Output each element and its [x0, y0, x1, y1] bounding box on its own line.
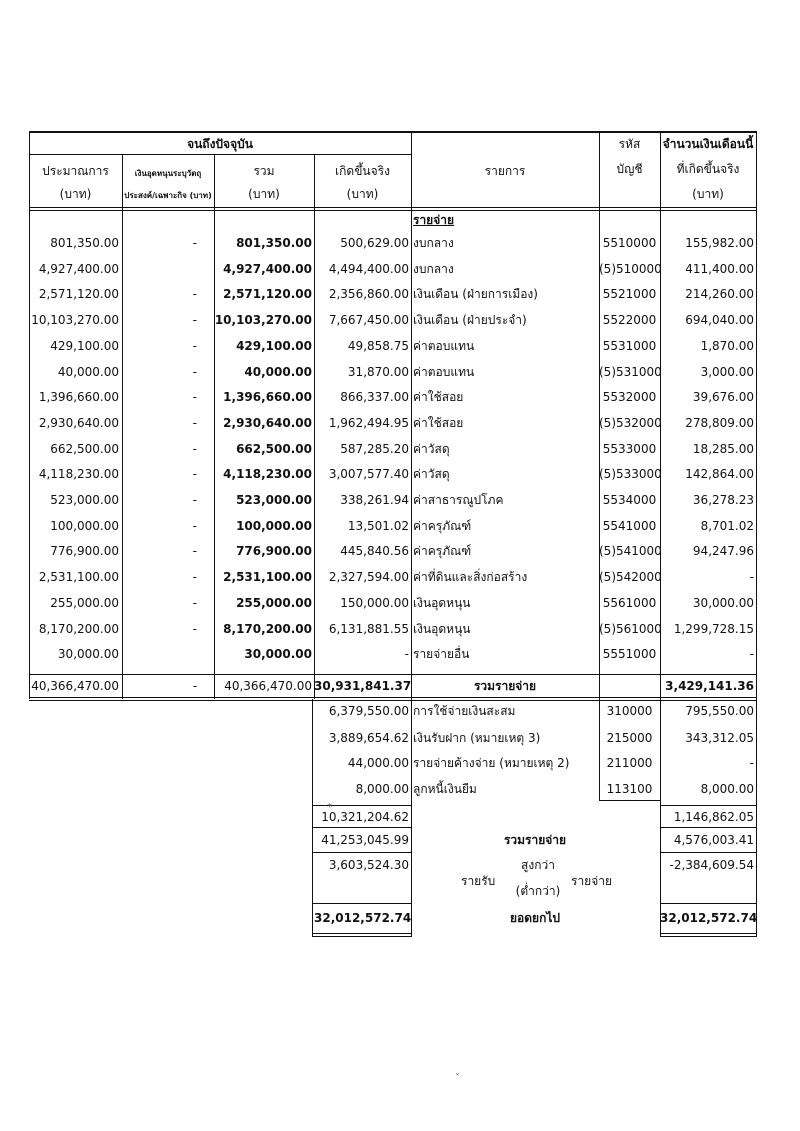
carried-month: 32,012,572.74 [660, 911, 758, 925]
cell-month: - [749, 570, 754, 584]
cell-code: (5)542000 [599, 570, 662, 584]
header-items: รายการ [484, 164, 526, 178]
difference-bottom-month [660, 903, 756, 904]
cell-item: เงินเดือน (ฝ่ายประจำ) [413, 313, 527, 327]
cell-actual: 13,501.02 [347, 519, 409, 533]
cell-code: 5521000 [602, 287, 657, 301]
code-box-bottom [599, 800, 660, 801]
carried-bottom-month-2 [660, 936, 756, 937]
adj-actual: 6,379,550.00 [328, 704, 409, 718]
header-bottom-border-2 [29, 210, 756, 211]
cell-code: (5)510000 [599, 262, 662, 276]
difference-expense-label: รายจ่าย [571, 874, 613, 888]
section-title: รายจ่าย [413, 213, 455, 227]
cell-total: 429,100.00 [236, 339, 312, 353]
cell-actual: 7,667,450.00 [328, 313, 409, 327]
header-month-unit: (บาท) [692, 187, 724, 201]
header-code: รหัส [618, 137, 641, 151]
cell-code: (5)533000 [599, 467, 662, 481]
cell-budget: 8,170,200.00 [38, 622, 119, 636]
cell-total: 100,000.00 [236, 519, 312, 533]
cell-code: (5)561000 [599, 622, 662, 636]
grand-total-top [312, 827, 411, 828]
total-row-bottom [29, 697, 756, 698]
cell-item: งบกลาง [413, 236, 454, 250]
total-actual: 30,931,841.37 [314, 679, 412, 693]
cell-month: - [749, 647, 754, 661]
adj-month: 795,550.00 [685, 704, 754, 718]
cell-subsidy: - [192, 596, 197, 610]
adj-actual: 8,000.00 [355, 782, 409, 796]
cell-item: ค่าครุภัณฑ์ [413, 519, 472, 533]
cell-item: ค่าวัสดุ [413, 467, 450, 481]
cell-code: (5)541000 [599, 544, 662, 558]
col-line-right [756, 131, 757, 937]
cell-budget: 429,100.00 [50, 339, 119, 353]
header-actual: เกิดขึ้นจริง [335, 164, 390, 178]
cell-actual: 2,356,860.00 [328, 287, 409, 301]
header-group-divider [29, 154, 411, 155]
cell-month: 694,040.00 [685, 313, 754, 327]
difference-month: -2,384,609.54 [669, 858, 754, 872]
cell-month: 30,000.00 [692, 596, 754, 610]
header-budget-unit: (บาท) [59, 187, 92, 201]
adj-code: 211000 [606, 756, 653, 770]
cell-total: 2,531,100.00 [223, 570, 312, 584]
cell-budget: 776,900.00 [50, 544, 119, 558]
cell-code: 5551000 [602, 647, 657, 661]
subtotal-month: 1,146,862.05 [673, 810, 754, 824]
cell-subsidy: - [192, 390, 197, 404]
cell-item: ค่าวัสดุ [413, 442, 450, 456]
cell-item: เงินอุดหนุน [413, 596, 471, 610]
cell-actual: 587,285.20 [340, 442, 409, 456]
cell-budget: 4,118,230.00 [38, 467, 119, 481]
cell-total: 2,930,640.00 [223, 416, 312, 430]
cell-total: 8,170,200.00 [223, 622, 312, 636]
table-top-border [29, 131, 756, 133]
cell-total: 1,396,660.00 [223, 390, 312, 404]
header-subsidy: เงินอุดหนุนระบุวัตถุ [134, 169, 202, 178]
cell-actual: 49,858.75 [347, 339, 409, 353]
header-total: รวม [253, 164, 275, 178]
cell-budget: 1,396,660.00 [38, 390, 119, 404]
cell-subsidy: - [192, 236, 197, 250]
grand-total-month: 4,576,003.41 [673, 833, 754, 847]
cell-item: เงินเดือน (ฝ่ายการเมือง) [413, 287, 538, 301]
cell-actual: 150,000.00 [340, 596, 409, 610]
adj-item: การใช้จ่ายเงินสะสม [413, 704, 516, 718]
cell-month: 1,870.00 [700, 339, 754, 353]
header-month: จำนวนเงินเดือนนี้ [662, 137, 754, 151]
difference-actual: 3,603,524.30 [328, 858, 409, 872]
cell-budget: 255,000.00 [50, 596, 119, 610]
cell-budget: 4,927,400.00 [38, 262, 119, 276]
total-row-bottom-2 [29, 700, 756, 701]
adj-code: 310000 [606, 704, 653, 718]
grand-total-top-month [660, 827, 756, 828]
cell-actual: 866,337.00 [340, 390, 409, 404]
cell-subsidy: - [192, 416, 197, 430]
cell-budget: 2,571,120.00 [38, 287, 119, 301]
adj-month: 8,000.00 [700, 782, 754, 796]
cell-code: 5510000 [602, 236, 657, 250]
cell-month: 18,285.00 [692, 442, 754, 456]
adj-item: ลูกหนี้เงินยืม [413, 782, 477, 796]
cell-budget: 662,500.00 [50, 442, 119, 456]
adj-actual: 3,889,654.62 [328, 731, 409, 745]
adj-month: - [749, 756, 754, 770]
header-actual-unit: (บาท) [346, 187, 379, 201]
cell-month: 142,864.00 [685, 467, 754, 481]
cell-code: 5532000 [602, 390, 657, 404]
subtotal-top-month [660, 805, 756, 806]
cell-code: 5541000 [602, 519, 657, 533]
cell-total: 30,000.00 [244, 647, 312, 661]
difference-lower-label: (ต่ำกว่า) [515, 884, 561, 898]
cell-total: 4,927,400.00 [223, 262, 312, 276]
cell-month: 214,260.00 [685, 287, 754, 301]
cell-total: 776,900.00 [236, 544, 312, 558]
cell-item: เงินอุดหนุน [413, 622, 471, 636]
cell-total: 255,000.00 [236, 596, 312, 610]
cell-month: 94,247.96 [692, 544, 754, 558]
cell-item: รายจ่ายอื่น [413, 647, 470, 661]
adj-month: 343,312.05 [685, 731, 754, 745]
cell-actual: 500,629.00 [340, 236, 409, 250]
cell-month: 1,299,728.15 [673, 622, 754, 636]
cell-month: 3,000.00 [700, 365, 754, 379]
cell-actual: 4,494,400.00 [328, 262, 409, 276]
cell-month: 39,676.00 [692, 390, 754, 404]
col-line-left [29, 131, 30, 699]
cell-month: 411,400.00 [685, 262, 754, 276]
cell-code: (5)532000 [599, 416, 662, 430]
subtotal-actual: 10,321,204.62 [321, 810, 409, 824]
cell-code: 5561000 [602, 596, 657, 610]
scan-speck: ˇ [455, 1073, 460, 1084]
cell-subsidy: - [192, 339, 197, 353]
cell-total: 40,000.00 [244, 365, 312, 379]
cell-budget: 30,000.00 [57, 647, 119, 661]
cell-total: 523,000.00 [236, 493, 312, 507]
cell-total: 2,571,120.00 [223, 287, 312, 301]
cell-total: 4,118,230.00 [223, 467, 312, 481]
adj-actual: 44,000.00 [347, 756, 409, 770]
header-bottom-border [29, 207, 756, 208]
cell-month: 8,701.02 [700, 519, 754, 533]
carried-actual: 32,012,572.74 [314, 911, 412, 925]
col-line-4 [411, 131, 412, 937]
grand-total-actual: 41,253,045.99 [321, 833, 409, 847]
cell-item: ค่าใช้สอย [413, 390, 464, 404]
total-budget: 40,366,470.00 [31, 679, 119, 693]
col-line-actual-left [312, 699, 313, 937]
cell-subsidy: - [192, 519, 197, 533]
cell-subsidy: - [192, 493, 197, 507]
cell-budget: 10,103,270.00 [31, 313, 119, 327]
cell-actual: 445,840.56 [340, 544, 409, 558]
cell-code: (5)531000 [599, 365, 662, 379]
cell-item: ค่าตอบแทน [413, 365, 475, 379]
total-row-top [29, 674, 756, 675]
cell-subsidy: - [192, 287, 197, 301]
cell-budget: 40,000.00 [57, 365, 119, 379]
cell-budget: 801,350.00 [50, 236, 119, 250]
cell-budget: 100,000.00 [50, 519, 119, 533]
cell-item: ค่าสาธารณูปโภค [413, 493, 504, 507]
cell-budget: 523,000.00 [50, 493, 119, 507]
cell-subsidy: - [192, 467, 197, 481]
carried-bottom-month [660, 933, 756, 934]
cell-subsidy: - [192, 365, 197, 379]
cell-item: ค่าครุภัณฑ์ [413, 544, 472, 558]
cell-actual: 6,131,881.55 [328, 622, 409, 636]
adj-code: 215000 [606, 731, 653, 745]
cell-item: ค่าใช้สอย [413, 416, 464, 430]
total-total: 40,366,470.00 [224, 679, 312, 693]
adj-item: รายจ่ายค้างจ่าย (หมายเหตุ 2) [413, 756, 570, 770]
cell-actual: 3,007,577.40 [328, 467, 409, 481]
cell-item: งบกลาง [413, 262, 454, 276]
cell-item: ค่าตอบแทน [413, 339, 475, 353]
cell-code: 5534000 [602, 493, 657, 507]
carried-label: ยอดยกไป [510, 911, 560, 925]
cell-item: ค่าที่ดินและสิ่งก่อสร้าง [413, 570, 528, 584]
header-code-2: บัญชี [616, 162, 643, 176]
cell-budget: 2,531,100.00 [38, 570, 119, 584]
cell-month: 278,809.00 [685, 416, 754, 430]
grand-total-bottom [312, 852, 411, 853]
grand-total-bottom-month [660, 852, 756, 853]
pen-mark: * [327, 802, 332, 813]
cell-month: 36,278.23 [692, 493, 754, 507]
cell-month: 155,982.00 [685, 236, 754, 250]
cell-actual: - [404, 647, 409, 661]
adj-item: เงินรับฝาก (หมายเหตุ 3) [413, 731, 541, 745]
difference-bottom [312, 903, 411, 904]
header-total-unit: (บาท) [248, 187, 280, 201]
cell-code: 5522000 [602, 313, 657, 327]
cell-code: 5531000 [602, 339, 657, 353]
cell-budget: 2,930,640.00 [38, 416, 119, 430]
cell-total: 801,350.00 [236, 236, 312, 250]
cell-actual: 1,962,494.95 [328, 416, 409, 430]
cell-subsidy: - [192, 544, 197, 558]
total-month: 3,429,141.36 [665, 679, 754, 693]
cell-subsidy: - [192, 313, 197, 327]
cell-code: 5533000 [602, 442, 657, 456]
cell-actual: 31,870.00 [347, 365, 409, 379]
cell-actual: 338,261.94 [340, 493, 409, 507]
cell-total: 10,103,270.00 [214, 313, 312, 327]
difference-higher-label: สูงกว่า [521, 858, 555, 872]
header-month-2: ที่เกิดขึ้นจริง [676, 162, 740, 176]
total-label: รวมรายจ่าย [473, 679, 537, 693]
header-budget: ประมาณการ [42, 164, 109, 178]
cell-subsidy: - [192, 622, 197, 636]
difference-income-label: รายรับ [461, 874, 496, 888]
cell-actual: 2,327,594.00 [328, 570, 409, 584]
cell-subsidy: - [192, 570, 197, 584]
carried-bottom-2 [312, 936, 411, 937]
total-subsidy: - [192, 679, 198, 693]
grand-total-label: รวมรายจ่าย [503, 833, 567, 847]
header-subsidy-2: ประสงค์/เฉพาะกิจ (บาท) [124, 191, 212, 200]
cell-total: 662,500.00 [236, 442, 312, 456]
cell-subsidy: - [192, 442, 197, 456]
adj-code: 113100 [606, 782, 653, 796]
header-group-to-date: จนถึงปัจจุบัน [187, 137, 253, 151]
carried-bottom [312, 933, 411, 934]
